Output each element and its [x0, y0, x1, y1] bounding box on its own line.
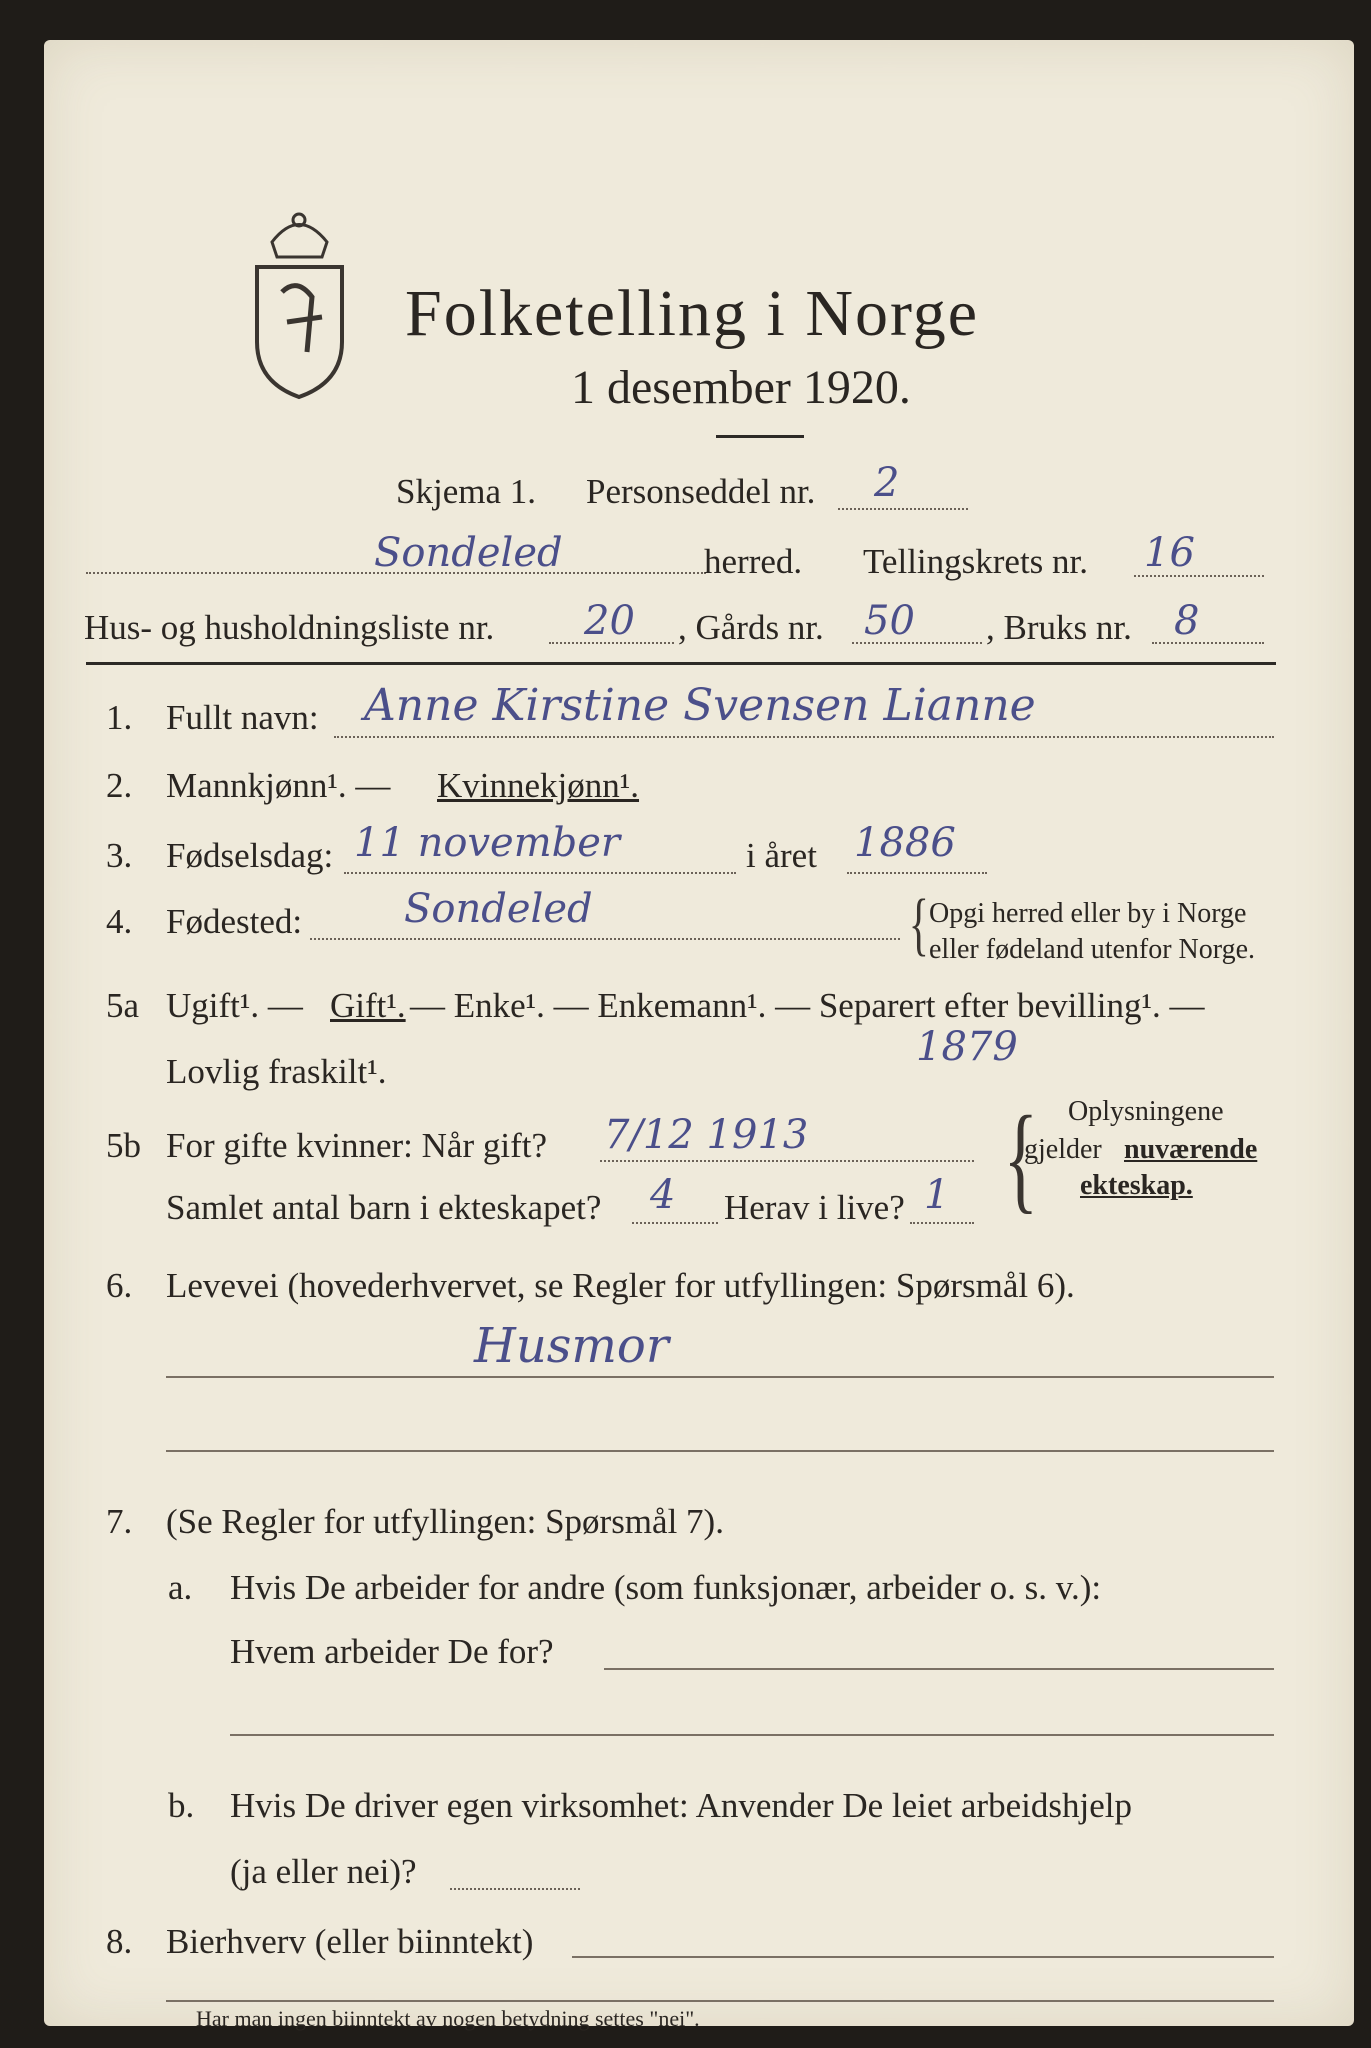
q7-number: 7. — [106, 1502, 133, 1541]
q3-year-label: i året — [746, 836, 817, 875]
title-divider — [716, 435, 804, 438]
header-separator — [86, 662, 1276, 665]
herred-value[interactable]: Sondeled — [374, 530, 563, 576]
q6-field-line-1 — [166, 1376, 1274, 1378]
q5a-option-ugift[interactable]: Ugift¹. — — [166, 986, 303, 1025]
q3-field-line — [344, 872, 736, 874]
census-form-sheet — [44, 40, 1354, 2031]
q8-field-line[interactable] — [572, 1956, 1274, 1958]
personseddel-field-line — [838, 508, 968, 510]
q5a-option-fraskilt[interactable]: Lovlig fraskilt¹. — [166, 1052, 387, 1091]
q5b-alive-label: Herav i live? — [724, 1188, 905, 1227]
q6-value[interactable]: Husmor — [474, 1318, 669, 1374]
tellingskrets-value[interactable]: 16 — [1144, 530, 1195, 576]
q3-year-field-line — [847, 872, 987, 874]
q7-label: (Se Regler for utfyllingen: Spørsmål 7). — [166, 1502, 724, 1541]
footer-note-text: Har man ingen biinntekt av nogen betydning settes "nei". — [196, 2006, 700, 2031]
q5b-children-field-line — [632, 1222, 718, 1224]
q5a-options-rest[interactable]: — Enke¹. — Enkemann¹. — Separert efter bevilling¹. — — [410, 986, 1205, 1025]
q3-value[interactable]: 11 november — [354, 820, 621, 866]
q5a-option-gift[interactable]: Gift¹. — [330, 986, 406, 1025]
q5b-note-line3: ekteskap. — [1080, 1170, 1193, 1201]
q4-number: 4. — [106, 902, 133, 941]
q7b-line2: (ja eller nei)? — [230, 1852, 417, 1891]
q6-field-line-2 — [166, 1450, 1274, 1452]
q1-field-line — [334, 736, 1274, 738]
bruks-value[interactable]: 8 — [1174, 598, 1200, 644]
q5b-number: 5b — [106, 1126, 141, 1165]
q3-label: Fødselsdag: — [166, 836, 334, 875]
q7a-letter: a. — [168, 1568, 193, 1607]
hus-label: Hus- og husholdningsliste nr. — [84, 608, 495, 647]
bruks-field-line — [1152, 642, 1264, 644]
q1-value[interactable]: Anne Kirstine Svensen Lianne — [364, 680, 1036, 731]
q1-label: Fullt navn: — [166, 698, 319, 737]
personseddel-label: Personseddel nr. — [586, 472, 816, 511]
q5b-children-label: Samlet antal barn i ekteskapet? — [166, 1188, 602, 1227]
q8-label: Bierhverv (eller biinntekt) — [166, 1922, 534, 1961]
q7a-field-line-2[interactable] — [230, 1734, 1274, 1736]
coat-of-arms-icon — [242, 202, 357, 402]
q4-brace: { — [908, 886, 929, 963]
form-title: Folketelling i Norge — [405, 277, 980, 350]
q8-number: 8. — [106, 1922, 133, 1961]
q6-label: Levevei (hovederhvervet, se Regler for utfyllingen: Spørsmål 6). — [166, 1266, 1075, 1305]
herred-label: herred. — [704, 542, 803, 581]
q5b-alive-field-line — [910, 1222, 974, 1224]
q5b-alive-value[interactable]: 1 — [924, 1172, 950, 1218]
q6-number: 6. — [106, 1266, 133, 1305]
q7b-line1: Hvis De driver egen virksomhet: Anvender De leiet arbeidshjelp — [230, 1786, 1132, 1825]
personseddel-value[interactable]: 2 — [874, 460, 900, 506]
q5b-note-line2b: nuværende — [1124, 1134, 1258, 1165]
bruks-label: , Bruks nr. — [986, 608, 1132, 647]
q2-option-female[interactable]: Kvinnekjønn¹. — [437, 766, 640, 805]
q7b-letter: b. — [168, 1786, 195, 1825]
q5b-note-line2a: gjelder — [1024, 1134, 1102, 1165]
hus-value[interactable]: 20 — [584, 598, 635, 644]
q3-year-value[interactable]: 1886 — [854, 820, 956, 866]
q4-label: Fødested: — [166, 902, 303, 941]
q7b-field-line[interactable] — [450, 1888, 580, 1890]
q4-field-line — [310, 938, 900, 940]
q7a-field-line[interactable] — [604, 1668, 1274, 1670]
q5b-label: For gifte kvinner: Når gift? — [166, 1126, 548, 1165]
q5b-note-line1: Oplysningene — [1068, 1096, 1224, 1127]
q5b-value[interactable]: 7/12 1913 — [604, 1112, 809, 1158]
q4-value[interactable]: Sondeled — [404, 886, 593, 932]
q5a-margin-note: 1879 — [916, 1024, 1018, 1070]
form-date: 1 desember 1920. — [571, 361, 911, 414]
q5b-children-value[interactable]: 4 — [650, 1172, 676, 1218]
schema-label: Skjema 1. — [396, 472, 536, 511]
q4-note-line1: Opgi herred eller by i Norge — [929, 898, 1247, 929]
q2-option-male[interactable]: Mannkjønn¹. — — [166, 766, 391, 805]
q4-note-line2: eller fødeland utenfor Norge. — [929, 934, 1256, 965]
q1-number: 1. — [106, 698, 133, 737]
gards-label: , Gårds nr. — [678, 608, 824, 647]
q5b-field-line — [600, 1160, 974, 1162]
q7a-line2: Hvem arbeider De for? — [230, 1632, 554, 1671]
q8-field-line-2[interactable] — [166, 2000, 1274, 2002]
gards-value[interactable]: 50 — [864, 598, 915, 644]
tellingskrets-label: Tellingskrets nr. — [863, 542, 1089, 581]
q2-number: 2. — [106, 766, 133, 805]
q5a-number: 5a — [106, 986, 140, 1025]
q3-number: 3. — [106, 836, 133, 875]
q7a-line1: Hvis De arbeider for andre (som funksjonær, arbeider o. s. v.): — [230, 1568, 1102, 1607]
q5b-brace: { — [1003, 1091, 1039, 1224]
